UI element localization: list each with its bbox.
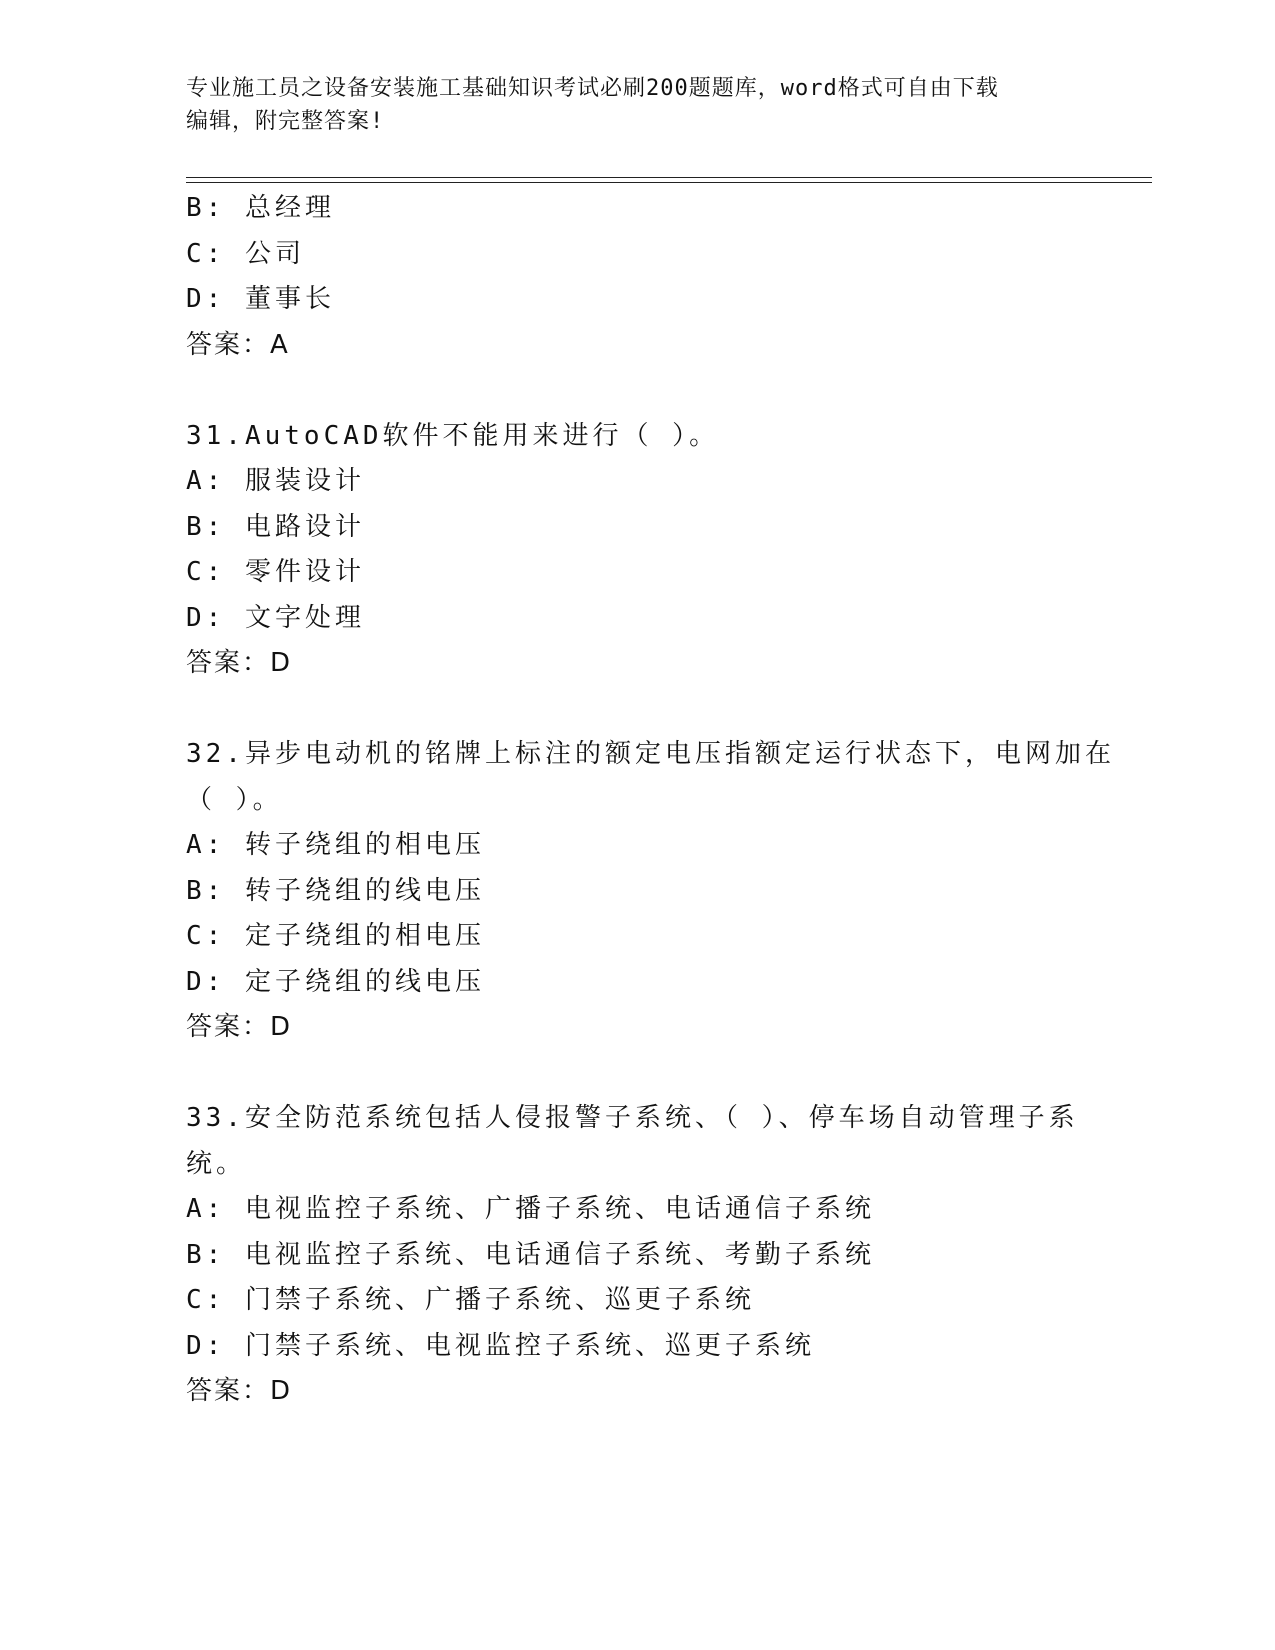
- option-b: B: 总经理: [186, 193, 335, 223]
- option-d: D: 董事长: [186, 284, 335, 314]
- question-31: [186, 414, 1086, 687]
- option-c: C: 零件设计: [186, 557, 365, 587]
- header-divider-bottom: [186, 182, 1152, 183]
- option-d: D: 文字处理: [186, 602, 365, 633]
- question-30-continued: [186, 186, 1086, 368]
- answer: 答案：D: [186, 648, 293, 678]
- question-33: [186, 1096, 1086, 1415]
- question-stem: 31.AutoCAD软件不能用来进行（ ）。: [186, 420, 720, 451]
- answer: 答案：D: [186, 1012, 293, 1042]
- option-b: B: 电路设计: [186, 511, 365, 542]
- document-header: [186, 72, 1066, 138]
- option-d: D: 门禁子系统、电视监控子系统、巡更子系统: [186, 1330, 815, 1361]
- header-line-1: 专业施工员之设备安装施工基础知识考试必刷200题题库，word格式可自由下载: [186, 76, 999, 101]
- option-b: B: 电视监控子系统、电话通信子系统、考勤子系统: [186, 1239, 875, 1270]
- question-list: [186, 186, 1115, 1415]
- option-a: A: 电视监控子系统、广播子系统、电话通信子系统: [186, 1194, 875, 1224]
- question-32: [186, 732, 1115, 1051]
- answer: 答案：D: [186, 1376, 293, 1406]
- option-d: D: 定子绕组的线电压: [186, 966, 485, 997]
- header-line-2: 编辑，附完整答案!: [186, 109, 385, 134]
- question-stem: 32.异步电动机的铭牌上标注的额定电压指额定运行状态下，电网加在: [186, 739, 1115, 769]
- question-stem-continued: （ ）。: [186, 784, 283, 815]
- option-a: A: 服装设计: [186, 466, 365, 496]
- header-divider-top: [186, 177, 1152, 178]
- question-stem: 33.安全防范系统包括人侵报警子系统、（ ）、停车场自动管理子系: [186, 1103, 1079, 1133]
- option-c: C: 定子绕组的相电压: [186, 921, 485, 951]
- option-c: C: 公司: [186, 238, 305, 269]
- option-c: C: 门禁子系统、广播子系统、巡更子系统: [186, 1285, 755, 1315]
- answer: 答案：A: [186, 329, 290, 360]
- question-stem-continued: 统。: [186, 1148, 247, 1179]
- option-b: B: 转子绕组的线电压: [186, 875, 485, 906]
- option-a: A: 转子绕组的相电压: [186, 830, 485, 860]
